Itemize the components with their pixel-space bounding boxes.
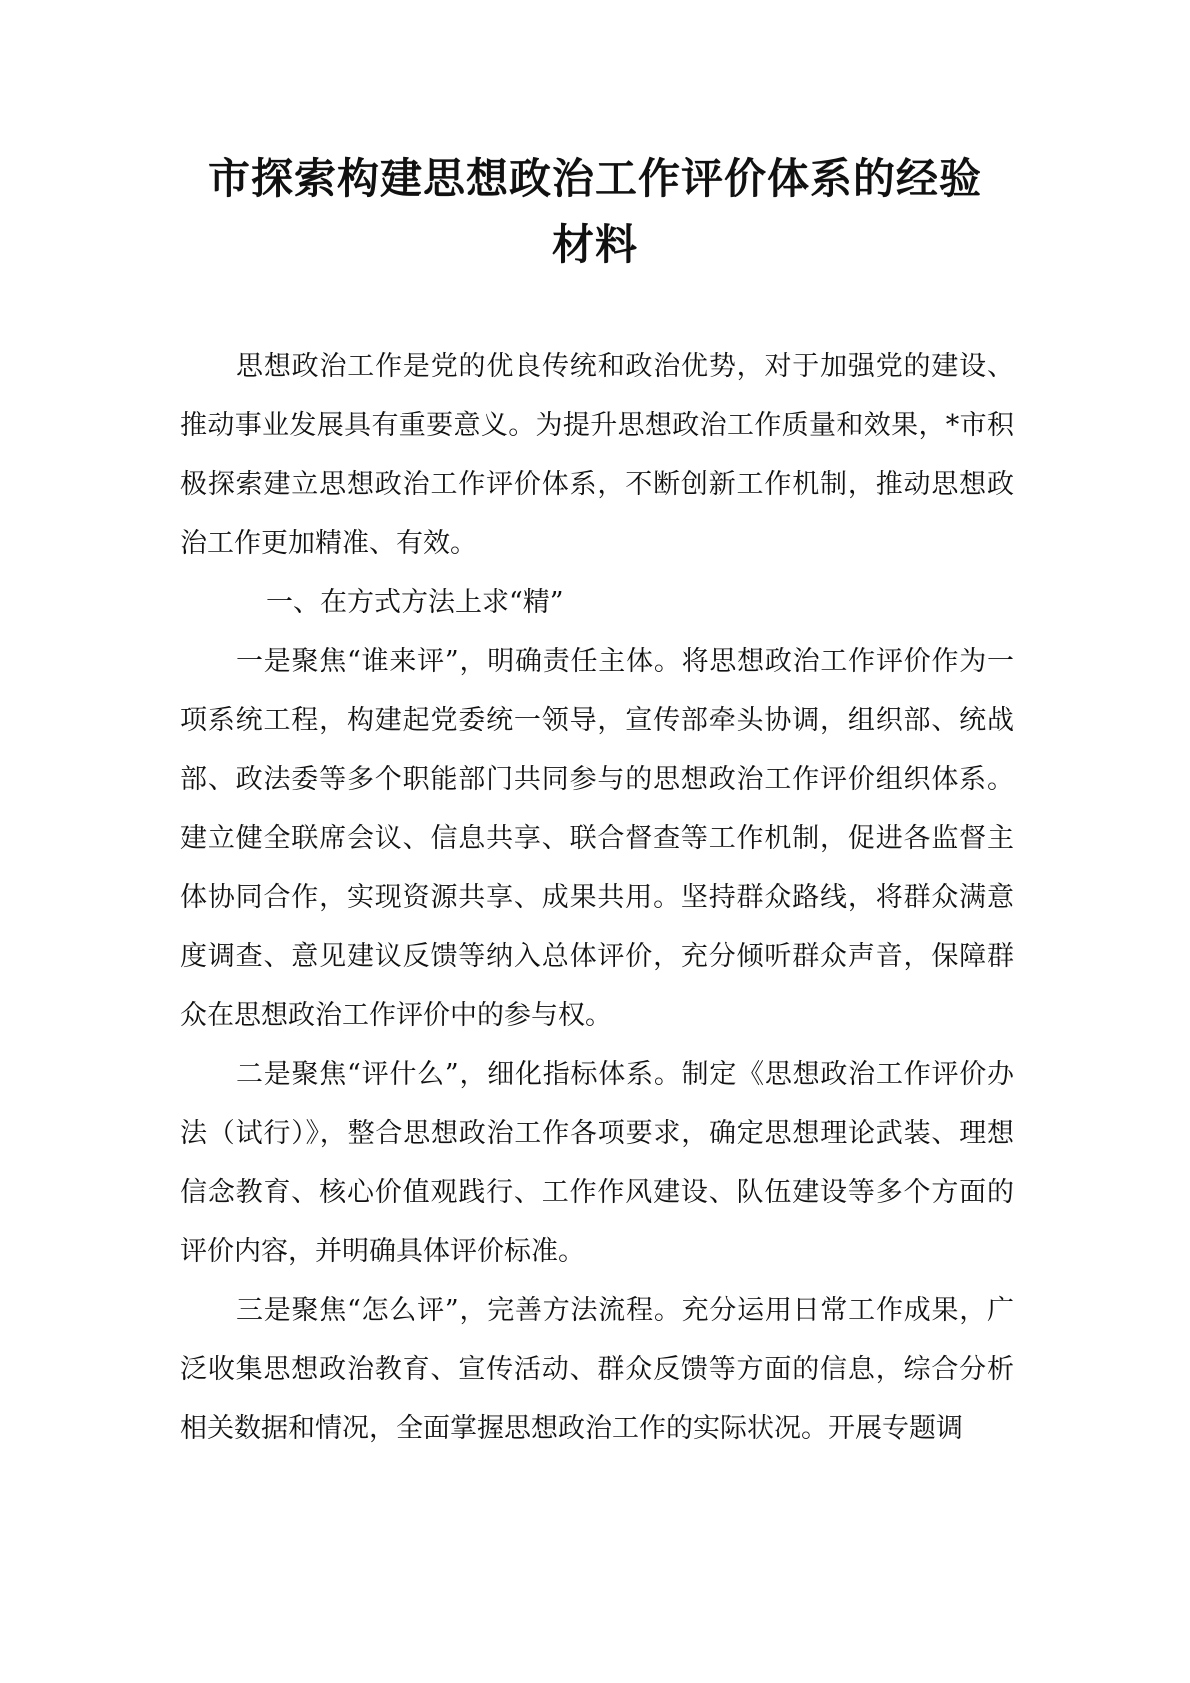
section-heading-1: 一、在方式方法上求“精” <box>266 587 564 618</box>
paragraph-who-evaluates: 一是聚焦“谁来评”，明确责任主体。将思想政治工作评价作为一项系统工程，构建起党委统一领导，宣传部牵头协调，组织部、统战部、政法委等多个职能部门共同参与的思想政治工作评价组织体系。建立健全联席会议、信息共享、联合督查等工作机制，促进各监督主体协同合作，实现资源共享、成果共用。坚持群众路线，将群众满意度调查、意见建议反馈等纳入总体评价，充分倾听群众声音，保障群众在思想政治工作评价中的参与权。 <box>180 646 1014 1031</box>
paragraph-intro: 思想政治工作是党的优良传统和政治优势，对于加强党的建设、推动事业发展具有重要意义。为提升思想政治工作质量和效果，*市积极探索建立思想政治工作评价体系，不断创新工作机制，推动思想政治工作更加精准、有效。 <box>180 351 1014 559</box>
title-line-1: 市探索构建思想政治工作评价体系的经验 <box>207 154 982 203</box>
title-line-2: 材料 <box>551 220 638 269</box>
document-body <box>180 337 1014 1458</box>
paragraph-how-to-evaluate: 三是聚焦“怎么评”，完善方法流程。充分运用日常工作成果，广泛收集思想政治教育、宣传活动、群众反馈等方面的信息，综合分析相关数据和情况，全面掌握思想政治工作的实际状况。开展专题调 <box>180 1295 1014 1444</box>
document-title <box>150 146 1040 278</box>
paragraph-what-to-evaluate: 二是聚焦“评什么”，细化指标体系。制定《思想政治工作评价办法（试行）》，整合思想政治工作各项要求，确定思想理论武装、理想信念教育、核心价值观践行、工作作风建设、队伍建设等多个方面的评价内容，并明确具体评价标准。 <box>180 1059 1014 1267</box>
